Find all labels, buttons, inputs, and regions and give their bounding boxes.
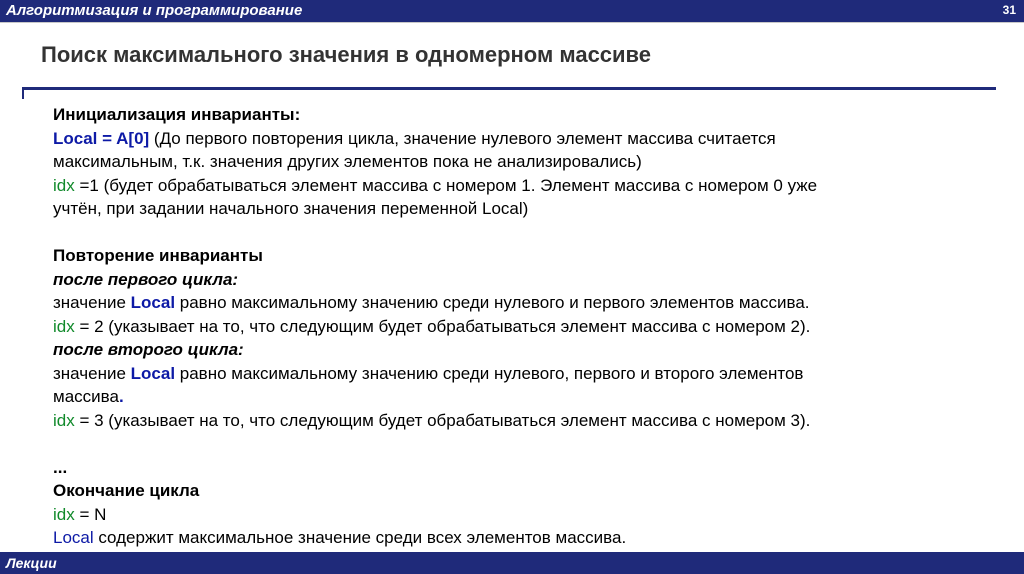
init-idx-line-2: учтён, при задании начального значения переменной Local) (53, 199, 529, 218)
end-idx-label: idx (53, 504, 75, 524)
footer-label: Лекции (6, 555, 57, 571)
second-local-line (53, 362, 993, 386)
header-bar (0, 0, 1024, 23)
init-idx-label: idx (53, 175, 75, 195)
first-idx-text: = 2 (указывает на то, что следующим будет обрабатываться элемент массива с номером 2). (74, 316, 811, 336)
ellipsis: ... (53, 457, 68, 477)
second-local-line-2 (53, 385, 993, 409)
init-local-text: (До первого повторения цикла, значение нулевого элемент массива считается (149, 128, 776, 148)
init-local-line (53, 127, 993, 151)
second-idx-line (53, 409, 993, 433)
course-subject: Алгоритмизация и программирование (6, 2, 303, 19)
second-prefix: значение (53, 363, 131, 383)
first-local-line (53, 291, 993, 315)
after-first-cycle: после первого цикла: (53, 269, 239, 289)
second-text-2: массива (53, 387, 119, 406)
end-local-line (53, 526, 993, 550)
second-idx-text: = 3 (указывает на то, что следующим будет обрабатываться элемент массива с номером 3). (74, 410, 811, 430)
end-idx-text: = N (74, 504, 107, 524)
end-local-text: содержит максимальное значение среди всех элементов массива. (93, 528, 627, 547)
title-underline-cap (22, 87, 24, 99)
end-local-label: Local (53, 528, 94, 547)
end-heading: Окончание цикла (53, 481, 200, 500)
first-idx-label: idx (53, 316, 75, 336)
slide-title: Поиск максимального значения в одномерном массиве (41, 42, 652, 67)
init-heading: Инициализация инварианты: (53, 105, 301, 124)
second-period: . (118, 387, 124, 406)
after-second-cycle: после второго цикла: (53, 340, 244, 359)
spacer (53, 221, 993, 245)
repeat-heading: Повторение инварианты (53, 246, 263, 265)
title-underline (22, 87, 996, 90)
second-idx-label: idx (53, 410, 75, 430)
end-idx-line (53, 503, 993, 527)
first-local: Local (130, 293, 176, 312)
init-local-expr: Local = A[0] (53, 128, 150, 148)
first-idx-line (53, 315, 993, 339)
second-local: Local (130, 363, 176, 383)
page-number: 31 (1002, 3, 1016, 17)
first-text: равно максимальному значению среди нулевого и первого элементов массива. (175, 293, 810, 312)
init-local-line-2: максимальным, т.к. значения других элементов пока не анализировались) (53, 152, 642, 171)
spacer (53, 432, 993, 456)
init-idx-line (53, 174, 993, 198)
footer-bar (0, 552, 1024, 574)
first-prefix: значение (53, 293, 131, 312)
second-text: равно максимальному значению среди нулевого, первого и второго элементов (175, 363, 804, 383)
init-idx-text: =1 (будет обрабатываться элемент массива с номером 1. Элемент массива с номером 0 уже (74, 175, 818, 195)
slide-body (53, 103, 993, 550)
